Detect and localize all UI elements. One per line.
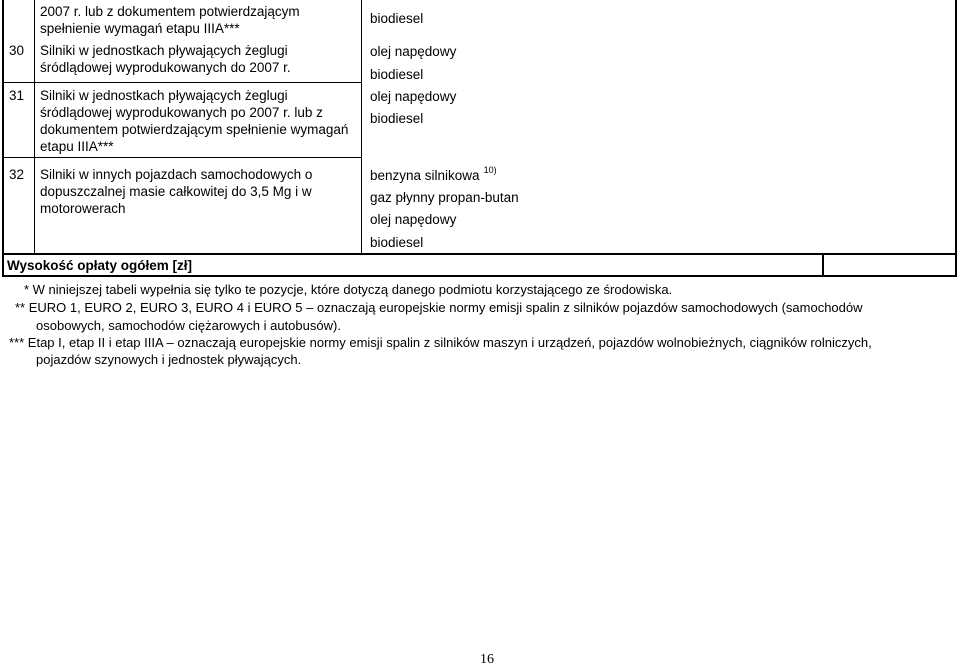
row-divider-32: [2, 157, 362, 158]
fuel-label: biodiesel: [370, 67, 424, 82]
row-number: 32: [9, 167, 25, 182]
footnote-marker: 10): [483, 165, 497, 175]
row-description-line: śródlądowej wyprodukowanych po 2007 r. lub z: [40, 105, 323, 120]
row-description-line: Silniki w jednostkach pływających żeglugi: [40, 88, 288, 103]
page-number: 16: [480, 652, 494, 667]
row-description-line: spełnienie wymagań etapu IIIA***: [40, 21, 240, 36]
fuel-label: biodiesel: [370, 235, 424, 250]
fuel-label: gaz płynny propan-butan: [370, 190, 519, 205]
footnote-single-star: * W niniejszej tabeli wypełnia się tylko te pozycje, które dotyczą danego podmiotu korzystającego ze środowiska.: [24, 282, 673, 297]
fuel-label-with-footnote: [370, 165, 497, 185]
column-divider-total: [822, 254, 824, 277]
row-description-line: Silniki w jednostkach pływających żeglugi: [40, 43, 288, 58]
row-number: 31: [9, 88, 25, 103]
row-description-line: etapu IIIA***: [40, 139, 114, 154]
fuel-label: biodiesel: [370, 11, 424, 26]
row-description-line: dopuszczalnej masie całkowitej do 3,5 Mg i w: [40, 184, 312, 199]
column-divider-number: [34, 0, 35, 254]
row-divider-total: [2, 253, 957, 255]
total-fee-label: Wysokość opłaty ogółem [zł]: [7, 258, 193, 273]
row-description-line: Silniki w innych pojazdach samochodowych o: [40, 167, 313, 182]
footnote-triple-star-continued: pojazdów szynowych i jednostek pływających.: [36, 352, 302, 367]
footnote-double-star-continued: osobowych, samochodów ciężarowych i autobusów).: [36, 318, 341, 333]
fee-table: [2, 0, 957, 277]
footnote-triple-star: *** Etap I, etap II i etap IIIA – oznaczają europejskie normy emisji spalin z silników maszyn i urządzeń, pojazdów wolnobieżnych, ciągników rolniczych,: [9, 335, 872, 350]
row-description-line: 2007 r. lub z dokumentem potwierdzającym: [40, 4, 300, 19]
row-number: 30: [9, 43, 25, 58]
column-divider-description: [361, 0, 362, 254]
footnote-double-star: ** EURO 1, EURO 2, EURO 3, EURO 4 i EURO 5 – oznaczają europejskie normy emisji spalin z silników pojazdów samochodowych (samochodów: [15, 300, 863, 315]
row-description-line: dokumentem potwierdzającym spełnienie wymagań: [40, 122, 349, 137]
table-left-border: [2, 0, 4, 277]
fuel-label: olej napędowy: [370, 212, 457, 227]
fuel-label: olej napędowy: [370, 44, 457, 59]
row-description-line: śródlądowej wyprodukowanych do 2007 r.: [40, 60, 291, 75]
fuel-label: olej napędowy: [370, 89, 457, 104]
fuel-label: biodiesel: [370, 111, 424, 126]
row-description-line: motorowerach: [40, 201, 126, 216]
fuel-label: benzyna silnikowa: [370, 168, 480, 183]
row-divider-31: [2, 82, 362, 83]
